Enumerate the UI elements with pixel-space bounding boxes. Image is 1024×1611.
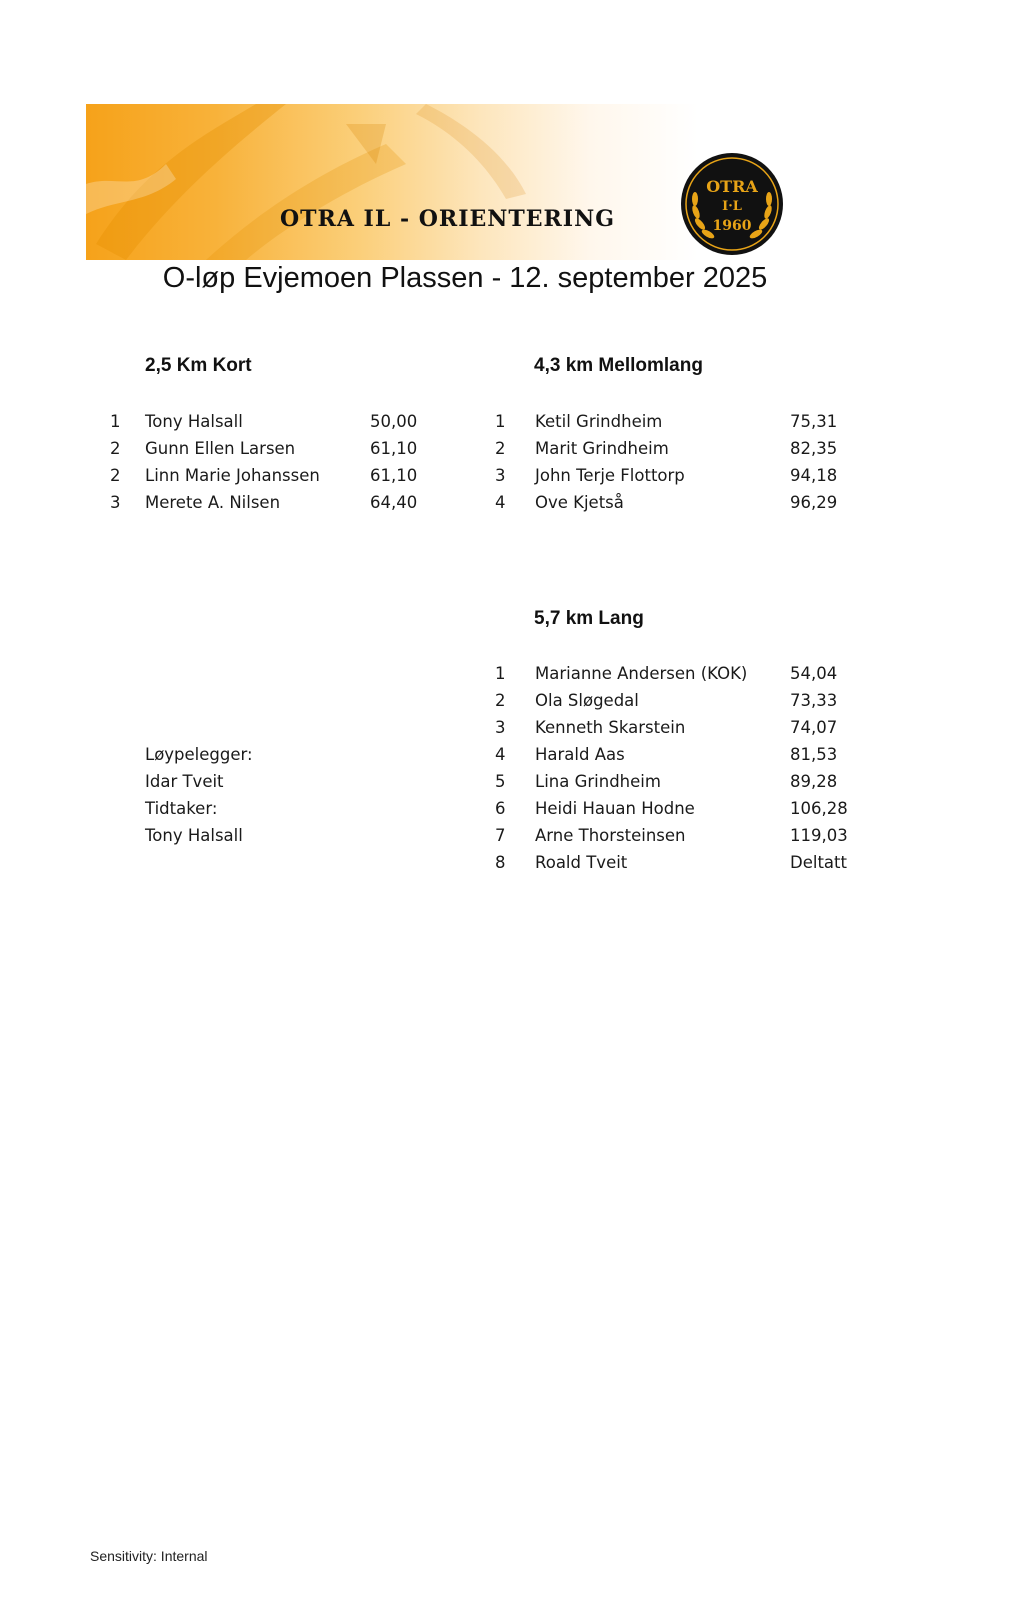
- result-time: 96,29: [790, 493, 838, 512]
- result-time: 61,10: [370, 466, 418, 485]
- result-place: 3: [110, 493, 121, 512]
- result-row: [495, 853, 865, 880]
- result-time: 81,53: [790, 745, 838, 764]
- result-place: 7: [495, 826, 506, 845]
- result-name: Gunn Ellen Larsen: [145, 439, 296, 458]
- result-place: 5: [495, 772, 506, 791]
- result-row: [495, 745, 865, 772]
- result-name: Harald Aas: [535, 745, 625, 764]
- result-row: [495, 664, 865, 691]
- result-time: Deltatt: [790, 853, 847, 872]
- result-place: 4: [495, 493, 506, 512]
- course-setter-name: Idar Tveit: [145, 772, 224, 791]
- result-place: 2: [495, 691, 506, 710]
- logo-text-top: OTRA: [706, 177, 758, 196]
- banner-title: OTRA IL - ORIENTERING: [280, 206, 615, 232]
- result-name: Tony Halsall: [145, 412, 243, 431]
- result-place: 1: [495, 412, 506, 431]
- result-place: 4: [495, 745, 506, 764]
- result-name: Kenneth Skarstein: [535, 718, 686, 737]
- sensitivity-label: Sensitivity: Internal: [90, 1548, 208, 1564]
- logo-text-mid: I·L: [722, 199, 742, 214]
- result-time: 106,28: [790, 799, 848, 818]
- result-row: [495, 718, 865, 745]
- result-row: [495, 466, 855, 493]
- course-heading-medium: 4,3 km Mellomlang: [534, 355, 703, 376]
- result-name: Marit Grindheim: [535, 439, 669, 458]
- result-time: 74,07: [790, 718, 838, 737]
- result-place: 1: [495, 664, 506, 683]
- result-name: Marianne Andersen (KOK): [535, 664, 748, 683]
- result-place: 2: [495, 439, 506, 458]
- result-name: Linn Marie Johanssen: [145, 466, 320, 485]
- result-name: Arne Thorsteinsen: [535, 826, 686, 845]
- result-time: 94,18: [790, 466, 838, 485]
- result-name: Heidi Hauan Hodne: [535, 799, 695, 818]
- result-place: 3: [495, 466, 506, 485]
- result-time: 119,03: [790, 826, 848, 845]
- result-time: 73,33: [790, 691, 838, 710]
- result-row: [495, 412, 855, 439]
- result-row: [110, 439, 430, 466]
- result-place: 6: [495, 799, 506, 818]
- result-row: [495, 772, 865, 799]
- result-name: Ketil Grindheim: [535, 412, 663, 431]
- course-setter-label: Løypelegger:: [145, 745, 253, 764]
- result-name: Ove Kjetså: [535, 493, 624, 512]
- result-time: 82,35: [790, 439, 838, 458]
- course-heading-long: 5,7 km Lang: [534, 608, 644, 629]
- result-row: [110, 493, 430, 520]
- result-time: 54,04: [790, 664, 838, 683]
- club-logo: [680, 152, 784, 256]
- result-time: 89,28: [790, 772, 838, 791]
- result-row: [110, 412, 430, 439]
- result-name: Merete A. Nilsen: [145, 493, 281, 512]
- logo-text-bottom: 1960: [712, 218, 752, 234]
- result-row: [495, 799, 865, 826]
- result-place: 3: [495, 718, 506, 737]
- result-place: 8: [495, 853, 506, 872]
- result-place: 1: [110, 412, 121, 431]
- result-row: [110, 466, 430, 493]
- result-place: 2: [110, 466, 121, 485]
- result-row: [495, 826, 865, 853]
- result-time: 64,40: [370, 493, 418, 512]
- result-row: [495, 493, 855, 520]
- result-time: 75,31: [790, 412, 838, 431]
- result-place: 2: [110, 439, 121, 458]
- result-row: [495, 439, 855, 466]
- result-name: Ola Sløgedal: [535, 691, 639, 710]
- result-time: 50,00: [370, 412, 418, 431]
- result-row: [495, 691, 865, 718]
- result-name: Roald Tveit: [535, 853, 628, 872]
- timekeeper-name: Tony Halsall: [145, 826, 243, 845]
- event-title: O-løp Evjemoen Plassen - 12. september 2025: [162, 262, 768, 294]
- result-name: Lina Grindheim: [535, 772, 661, 791]
- course-heading-short: 2,5 Km Kort: [145, 355, 252, 376]
- timekeeper-label: Tidtaker:: [145, 799, 218, 818]
- result-name: John Terje Flottorp: [535, 466, 685, 485]
- result-time: 61,10: [370, 439, 418, 458]
